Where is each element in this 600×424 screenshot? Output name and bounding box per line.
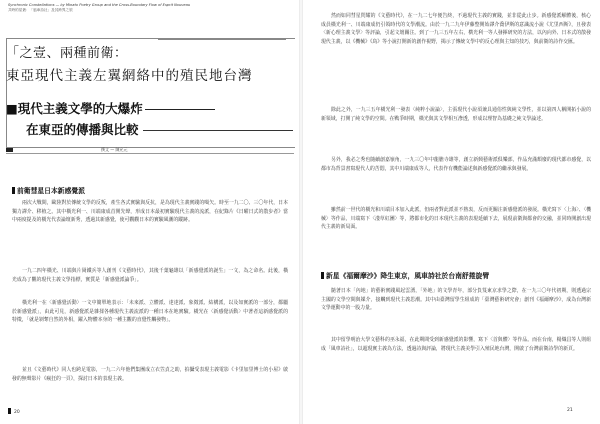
- folio-mark-icon: [8, 408, 11, 414]
- left-paragraph-3: 橫光利一在〈新感覺活動〉一文中簡單地表示：「未來派、立體派、達達派、象徵派、結構派，以及如實派的一部分，都屬於新感覺派」，由此可見，新感覺派是雜揉各種現代主義流派的一種日本在地實驗。橫光在〈新感覺活動〉中著者這新感覺派的特徵，「就是剝奪自然的外相，躍入物體本身的一種主觀的直覺性觸發物」。: [12, 300, 288, 324]
- running-head: [8, 3, 248, 12]
- subtitle-text-1: ■現代主義文學的大爆炸: [6, 101, 143, 116]
- article-subtitle-line2: [26, 120, 293, 138]
- title-rule: [158, 39, 286, 40]
- folio-right: [567, 408, 573, 413]
- folio-number: 21: [567, 408, 573, 413]
- right-paragraph-2: 除此之外，一九三五年橫光利一發表〈純粹小說論〉，主張現代小說須兼具通俗性與純文學性，並以第四人稱開拓小說的新領域，打開了純文學的空間。在戰爭時期，橫光與其文學相互滲透，形成以理智為基礎之純文學論述。: [321, 107, 591, 122]
- section-heading-1: 前衛彗星日本新感覺派: [12, 185, 85, 195]
- folio-left: [8, 408, 20, 415]
- right-page: [303, 0, 600, 424]
- article-title-line1: 「之壹、兩種前衛：: [6, 46, 128, 61]
- right-paragraph-5: 隨著日本「內地」的藝術實踐風起雲湧，「外地」的文學青年，部分負笈東京求學之際，在一九三〇年代初期，則透過宗主國的文學空間與媒介，接觸到現代主義思潮。其中由臺灣留學生組成的「臺灣藝術研究會」創刊《福爾摩沙》，成為台灣新文學運動中的一股力量。: [321, 288, 591, 312]
- folio-number: 20: [14, 410, 20, 415]
- left-paragraph-1: 兩次大戰間，歐陸對於傳統文學的反叛，產生各式實驗與反抗，是為現代主義實踐的噶矢。時至一九二〇、三〇年代，日本獨力譯介、移植之。其中橫光利一、川端康成首開先聲，形成日本最初實驗現代主義的流派，在紀錄片《日曜日式的散步者》當中兩度提及的橫光代表論壇新秀，透過其新感覺，使可觀觀日本的實驗風潮的蹤跡。: [12, 200, 288, 224]
- running-head-english: Synchronic Constellations — by Minato Poetry Group and the Cross-Boundary Flow of Esprit Nouveau: [8, 3, 191, 7]
- right-paragraph-3: 另外，我必之秀也隨續創嘉嶺角，一九三〇年中龍膽寺雄等，創立新興藝術派俱樂部，作品充滿頹廢的現代都市感覺，以都市為背景書寫現代人的苦悶，其中川端康成等人，代表作有機能論述與新感覺派的繼承與發展。: [321, 157, 591, 172]
- left-paragraph-2: 一九二四年橫光、川端與片岡鐵兵等人創刊《文藝時代》，其後千葉龜雄以「新感覺派的誕生」一文，為之命名。此後，橫光成為了觀的現代主義文學指標，實質是「新感覺派論爭」。: [12, 268, 288, 283]
- subtitle-rule-1: [145, 109, 215, 110]
- subtitle-text-2: 在東亞的傳播與比較: [26, 122, 139, 137]
- article-subtitle-line1: [6, 99, 215, 117]
- article-title-line2: 東亞現代主義左翼網絡中的殖民地台灣: [6, 68, 253, 84]
- byline-mark-icon: [6, 148, 13, 152]
- subtitle-rule-2: [143, 130, 293, 131]
- running-head-chinese: 共時的星叢：「風車詩社」及其跨界之旅: [8, 7, 73, 12]
- section-heading-2: 新星《福爾摩沙》降生東京，風車詩社於台南舒捲旋臂: [321, 270, 489, 280]
- right-paragraph-4: 雖然前一世代的橫光和川端目本加入此派，但兩者對此派並不熱衷，反而更關注新感覺派的發展。橫光寫下〈上海〉、〈機械〉等作品，川端寫下〈淺草紅團〉等，將都市化的日本現代主義的表現延續下去，展現前衛與都會的交融，並同時開創出現代主義的新局面。: [321, 207, 591, 231]
- right-paragraph-6: 其中留學明治大學文藝科的巫永福，在此期間受到新感覺派的影響，寫下〈首與體〉等作品。而在台南，楊熾昌等人則組成「風車詩社」，以超現實主義為方法，透過詩與評論，將現代主義美學引入殖民地台灣，開啟了台灣前衛詩學的新頁。: [321, 337, 591, 352]
- author-byline: [6, 147, 294, 154]
- author-name: 撰文 — 陳允元: [101, 147, 128, 152]
- left-paragraph-4: 並且《文藝時代》同人也跨足電影，一九二六年他們集團成立衣笠貞之助，拍攝受表現主義電影《卡里加里博士的小屋》啟發的無聲影片《瘋狂的一頁》，探討日本的表現主義。: [12, 367, 288, 382]
- right-paragraph-1: 然而如同彗星閃耀的《文藝時代》，在一九二七年便告終，不過現代主義的實踐，並非從此止步。新感覺派解體後，核心成員橫光利一、川端康成仍引領時代的文學潮流。由於一九二九年伊藤整開始譯介喬伊斯的意識流小說《尤里西斯》，且發表〈新心理主義文學〉等評論，引起文壇關注。到了一九三五年左右，横光利一等人發揮研究的方法，以內向外、日本式的散發現代主義，以《機械》《鳥》等小說打開新的創作視野，揭示了傳統文學中的反心理與主知的技巧，與前衛的詩作交匯。: [321, 13, 591, 45]
